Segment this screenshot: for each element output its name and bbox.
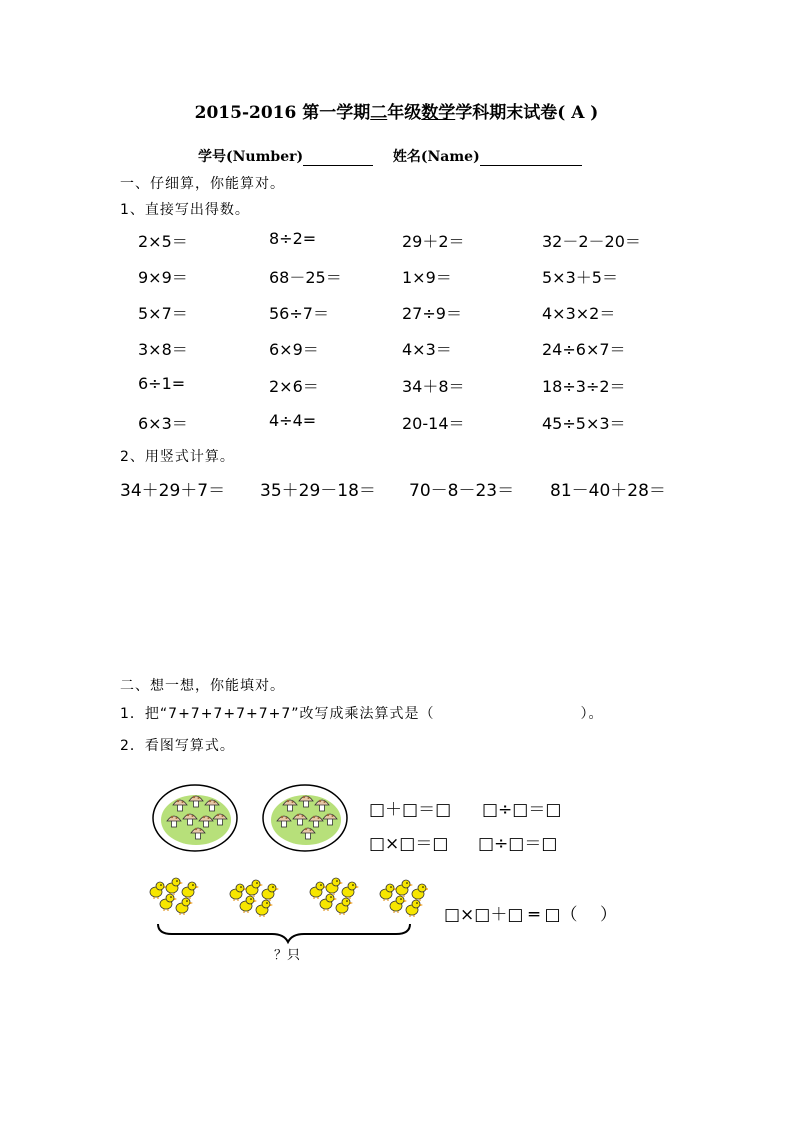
- section1-heading: 一、仔细算，你能算对。: [120, 176, 285, 192]
- q1-close: ）。: [580, 706, 604, 722]
- mushroom-eq-div[interactable]: □÷□＝□: [482, 800, 562, 820]
- q1-text: 1．把“7+7+7+7+7+7”改写成乘法算式是（: [120, 706, 435, 722]
- chick-group-3: [310, 878, 359, 915]
- direct-calc-row: [0, 374, 793, 398]
- mushroom-plate-left: [153, 785, 237, 851]
- brace-shape: [158, 924, 410, 942]
- chick-group-4: [380, 880, 428, 917]
- direct-problem: 4×3＝: [402, 340, 452, 359]
- mushroom-eq-add[interactable]: □＋□＝□: [369, 800, 452, 820]
- vertical-problem: 70－8－23＝: [409, 481, 515, 501]
- number-blank[interactable]: [303, 151, 373, 166]
- direct-calc-row: [0, 301, 793, 325]
- direct-problem: 8÷2=: [269, 229, 317, 248]
- direct-calc-row: [0, 411, 793, 435]
- direct-problem: 32－2－20＝: [542, 232, 641, 251]
- direct-problem: 4÷4=: [269, 411, 317, 430]
- direct-problem: 3×8＝: [138, 340, 188, 359]
- direct-problem: 34＋8＝: [402, 377, 465, 396]
- mushroom-plates-illustration: [150, 782, 350, 854]
- direct-problem: 24÷6×7＝: [542, 340, 626, 359]
- direct-calc-row: [0, 265, 793, 289]
- name-label: 姓名(Name): [392, 149, 480, 165]
- brace-label: ？只: [274, 948, 301, 963]
- number-label: 学号(Number): [198, 149, 304, 165]
- title-grade-suffix: 年级: [387, 103, 422, 123]
- direct-problem: 4×3×2＝: [542, 304, 616, 323]
- name-blank[interactable]: [480, 151, 582, 166]
- direct-problem: 29＋2＝: [402, 232, 465, 251]
- direct-problem: 45÷5×3＝: [542, 414, 626, 433]
- section2-q1: [120, 703, 604, 723]
- chick-group-2: [230, 880, 279, 917]
- direct-problem: 2×6＝: [269, 377, 319, 396]
- exam-title: [0, 98, 793, 123]
- direct-problem: 18÷3÷2＝: [542, 377, 626, 396]
- direct-problem: 56÷7＝: [269, 304, 329, 323]
- direct-calc-row: [0, 337, 793, 361]
- direct-problem: 6÷1=: [138, 374, 186, 393]
- vertical-problem: 35＋29－18＝: [260, 481, 376, 501]
- direct-problem: 68－25＝: [269, 268, 342, 287]
- direct-problem: 2×5＝: [138, 232, 188, 251]
- direct-problem: 1×9＝: [402, 268, 452, 287]
- direct-problem: 5×7＝: [138, 304, 188, 323]
- section1-q2: 2、用竖式计算。: [120, 449, 235, 465]
- section2-heading: 二、想一想，你能填对。: [120, 678, 285, 694]
- direct-problem: 27÷9＝: [402, 304, 462, 323]
- chick-equation[interactable]: □×□＋□ ═ □（ ）: [444, 905, 617, 925]
- vertical-problem: 81－40＋28＝: [550, 481, 666, 501]
- chick-group-1: [150, 878, 199, 915]
- direct-problem: 20-14＝: [402, 414, 465, 433]
- direct-calc-row: [0, 229, 793, 253]
- title-subject: 数学: [421, 103, 456, 123]
- direct-problem: 6×9＝: [269, 340, 319, 359]
- direct-problem: 6×3＝: [138, 414, 188, 433]
- title-rest: 学科期末试卷( A ): [455, 103, 599, 123]
- student-info: [198, 146, 582, 166]
- title-year: 2015-2016 第一学期: [194, 103, 371, 123]
- title-grade: 二: [370, 103, 388, 123]
- mushroom-eq-mul[interactable]: □×□＝□: [369, 834, 449, 854]
- section1-q1: 1、直接写出得数。: [120, 202, 250, 218]
- vertical-problem: 34＋29＋7＝: [120, 481, 226, 501]
- direct-problem: 9×9＝: [138, 268, 188, 287]
- mushroom-plate-right: [263, 785, 347, 851]
- direct-problem: 5×3＋5＝: [542, 268, 618, 287]
- mushroom-eq-div2[interactable]: □÷□＝□: [478, 834, 558, 854]
- section2-q2: 2．看图写算式。: [120, 738, 235, 754]
